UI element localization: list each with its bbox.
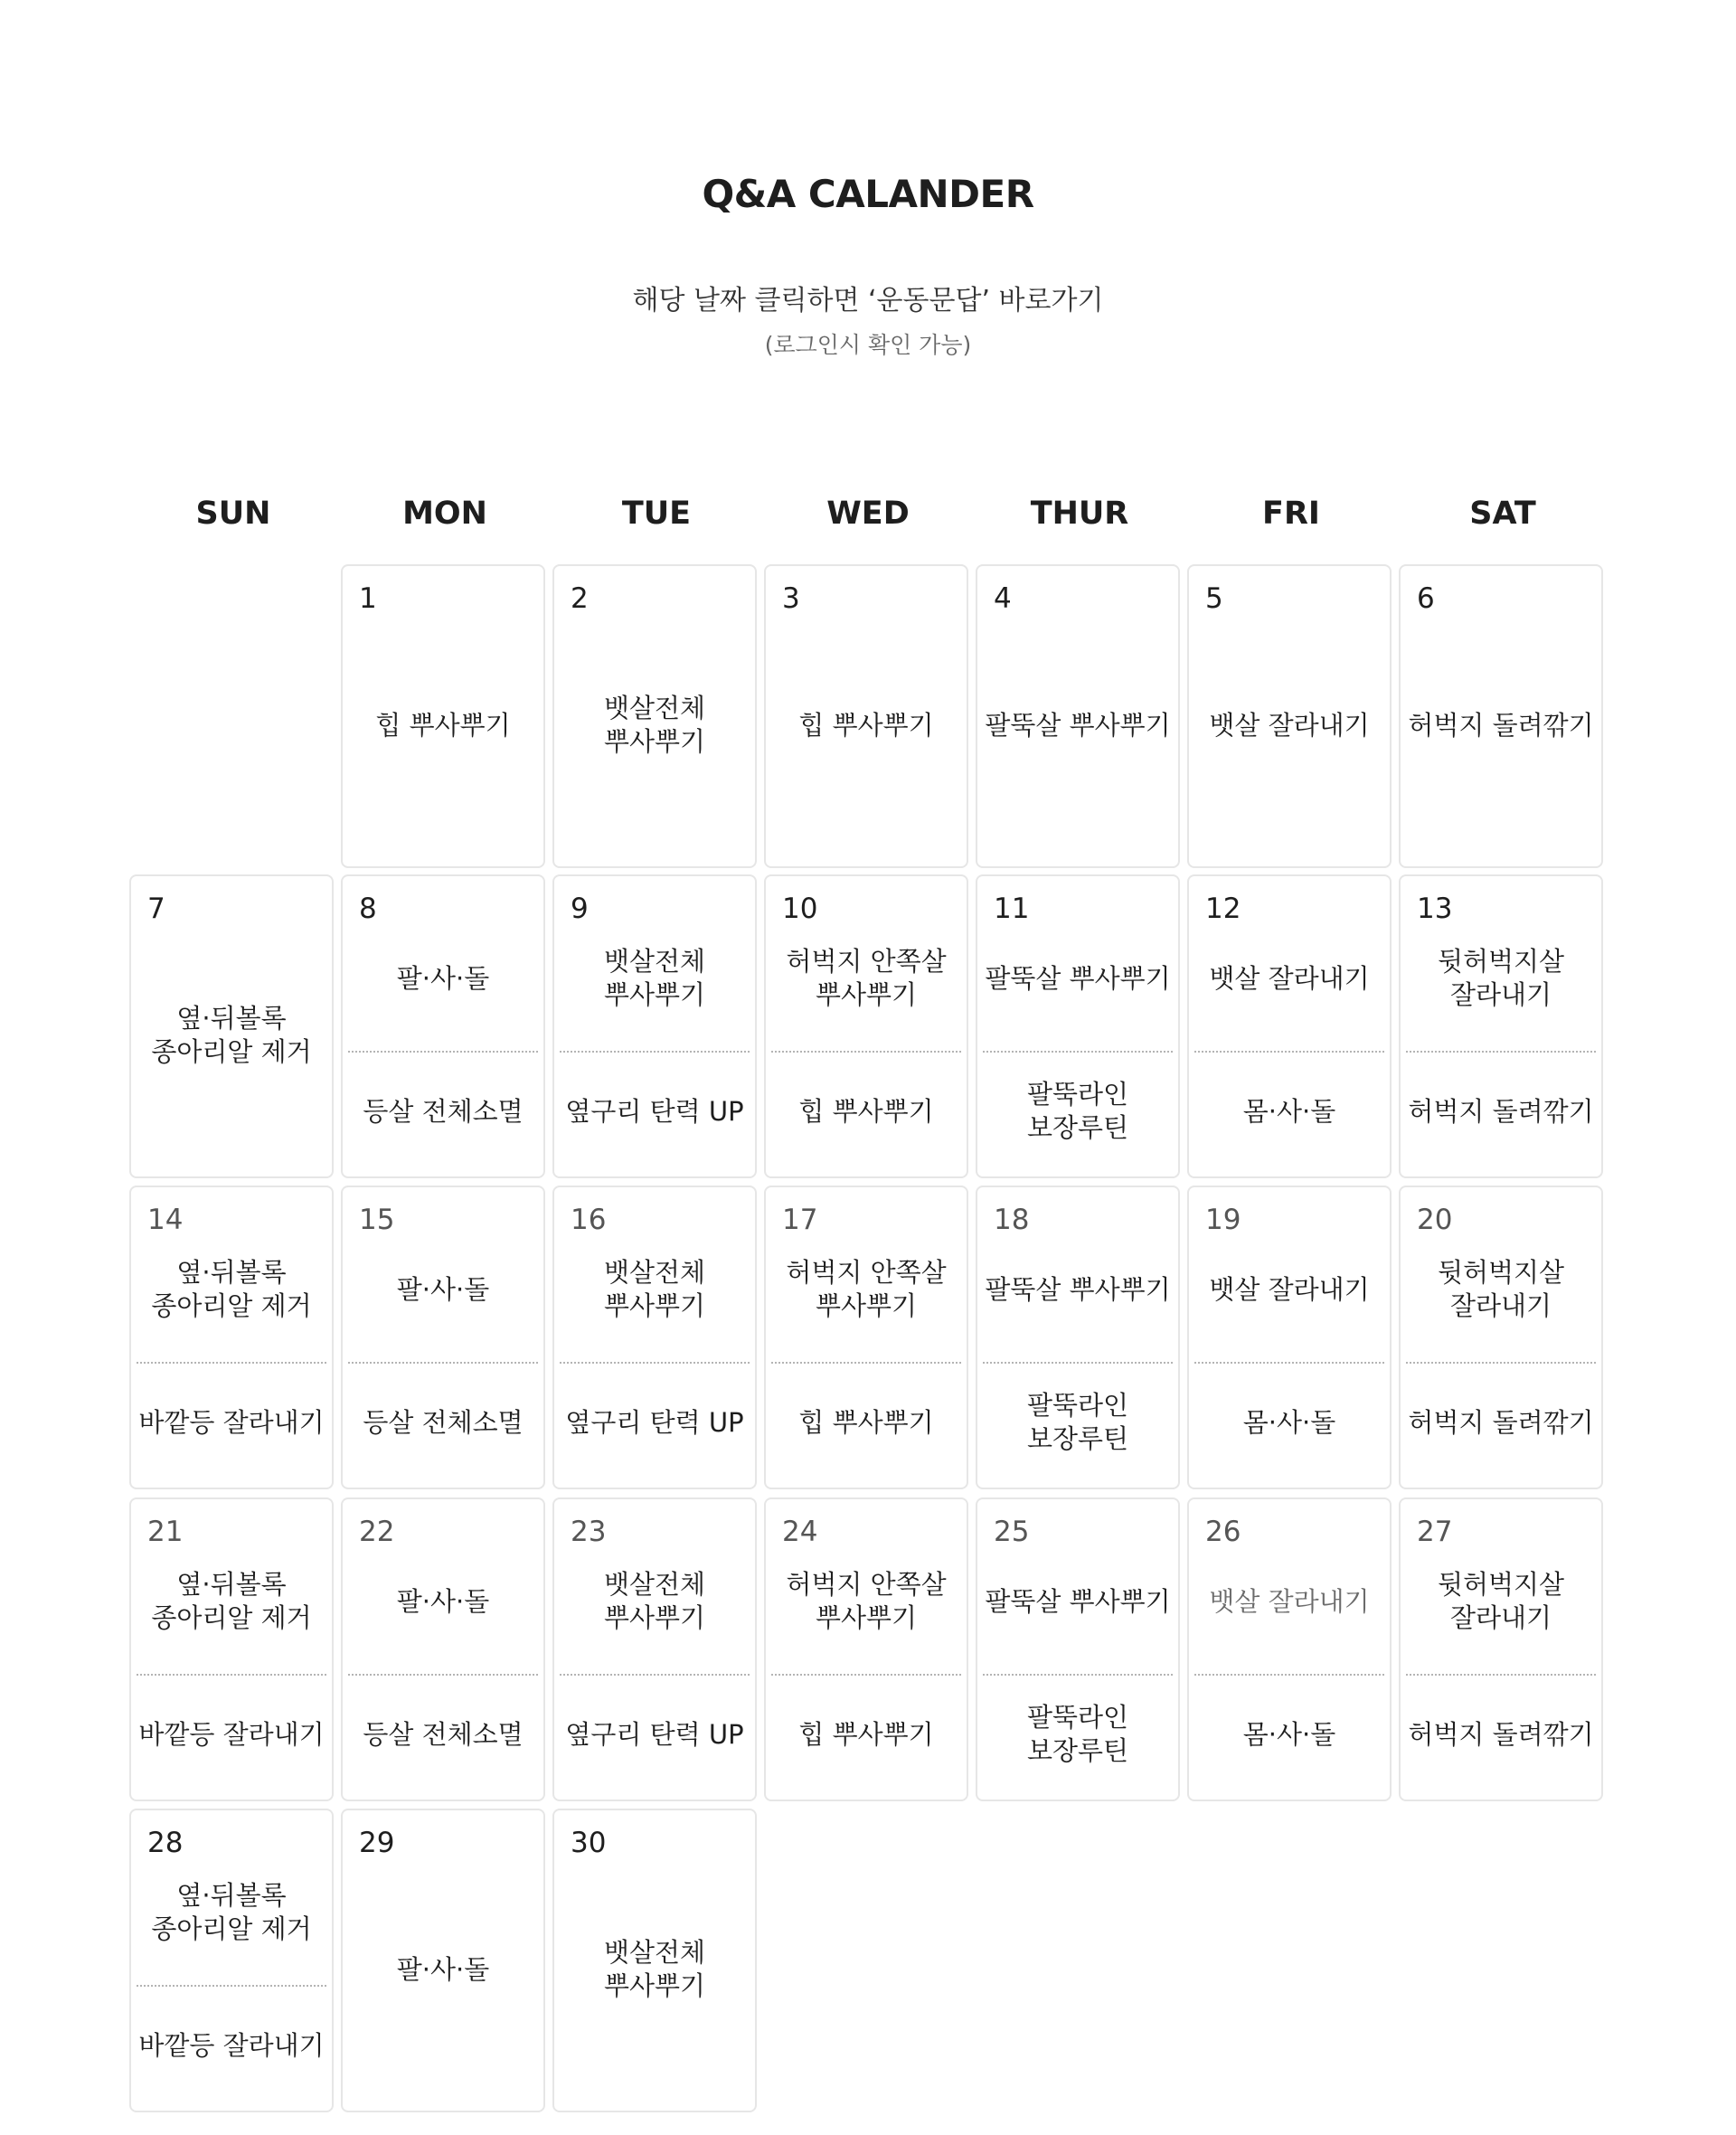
workout-item-top: 옆·뒤볼록 종아리알 제거 bbox=[151, 1880, 312, 1944]
workout-item-bottom: 바깥등 잘라내기 bbox=[138, 2029, 325, 2061]
day-number: 9 bbox=[571, 893, 589, 925]
day-cell-14[interactable] bbox=[129, 1186, 334, 1489]
workout-item-top: 뒷허벅지살 잘라내기 bbox=[1437, 1569, 1565, 1633]
day-number: 29 bbox=[359, 1827, 395, 1859]
day-number: 14 bbox=[147, 1204, 184, 1236]
day-cell-20[interactable] bbox=[1399, 1186, 1603, 1489]
day-number: 12 bbox=[1205, 893, 1241, 925]
workout-item-top: 팔·사·돌 bbox=[396, 1585, 490, 1617]
workout-item-top: 옆·뒤볼록 종아리알 제거 bbox=[151, 1569, 312, 1633]
day-number: 24 bbox=[782, 1516, 818, 1548]
workout-item: 뱃살 잘라내기 bbox=[1209, 709, 1370, 741]
day-cell-30[interactable] bbox=[552, 1809, 757, 2112]
day-cell-9[interactable] bbox=[552, 874, 757, 1178]
dotted-divider bbox=[983, 1674, 1173, 1676]
day-cell-6[interactable] bbox=[1399, 564, 1603, 868]
dotted-divider bbox=[771, 1051, 961, 1053]
day-cell-26[interactable] bbox=[1187, 1497, 1392, 1801]
workout-item-bottom: 허벅지 돌려깎기 bbox=[1408, 1718, 1594, 1750]
day-number: 18 bbox=[994, 1204, 1030, 1236]
day-cell-15[interactable] bbox=[341, 1186, 545, 1489]
day-cell-21[interactable] bbox=[129, 1497, 334, 1801]
workout-item: 뱃살전체 뿌사뿌기 bbox=[603, 693, 706, 757]
day-number: 11 bbox=[994, 893, 1030, 925]
day-cell-23[interactable] bbox=[552, 1497, 757, 1801]
workout-item: 옆·뒤볼록 종아리알 제거 bbox=[151, 1003, 312, 1067]
day-cell-27[interactable] bbox=[1399, 1497, 1603, 1801]
day-cell-28[interactable] bbox=[129, 1809, 334, 2112]
workout-item-bottom: 옆구리 탄력 UP bbox=[565, 1095, 744, 1127]
workout-item-top: 뒷허벅지살 잘라내기 bbox=[1437, 1257, 1565, 1321]
dotted-divider bbox=[771, 1362, 961, 1364]
day-cell-19[interactable] bbox=[1187, 1186, 1392, 1489]
day-cell-4[interactable] bbox=[976, 564, 1180, 868]
day-cell-29[interactable] bbox=[341, 1809, 545, 2112]
dotted-divider bbox=[560, 1362, 750, 1364]
day-number: 8 bbox=[359, 893, 377, 925]
day-cell-18[interactable] bbox=[976, 1186, 1180, 1489]
dotted-divider bbox=[1406, 1051, 1596, 1053]
workout-item-bottom: 힙 뿌사뿌기 bbox=[798, 1718, 934, 1750]
workout-item-top: 팔·사·돌 bbox=[396, 962, 490, 994]
day-cell-10[interactable] bbox=[764, 874, 968, 1178]
dotted-divider bbox=[983, 1051, 1173, 1053]
dotted-divider bbox=[1406, 1362, 1596, 1364]
day-cell-5[interactable] bbox=[1187, 564, 1392, 868]
day-cell-24[interactable] bbox=[764, 1497, 968, 1801]
day-number: 10 bbox=[782, 893, 818, 925]
workout-item: 힙 뿌사뿌기 bbox=[798, 709, 934, 741]
workout-item: 뱃살전체 뿌사뿌기 bbox=[603, 1937, 706, 2001]
dotted-divider bbox=[1194, 1051, 1384, 1053]
weekday-sat: SAT bbox=[1469, 496, 1536, 532]
dotted-divider bbox=[348, 1051, 538, 1053]
dotted-divider bbox=[983, 1362, 1173, 1364]
day-number: 20 bbox=[1417, 1204, 1453, 1236]
dotted-divider bbox=[1194, 1362, 1384, 1364]
workout-item-bottom: 몸·사·돌 bbox=[1242, 1406, 1336, 1438]
workout-item-top: 팔뚝살 뿌사뿌기 bbox=[985, 962, 1171, 994]
day-number: 5 bbox=[1205, 582, 1223, 615]
dotted-divider bbox=[137, 1985, 326, 1987]
weekday-thur: THUR bbox=[1030, 496, 1129, 532]
workout-item-top: 뒷허벅지살 잘라내기 bbox=[1437, 946, 1565, 1010]
day-cell-25[interactable] bbox=[976, 1497, 1180, 1801]
day-number: 13 bbox=[1417, 893, 1453, 925]
day-number: 15 bbox=[359, 1204, 395, 1236]
dotted-divider bbox=[560, 1674, 750, 1676]
day-number: 22 bbox=[359, 1516, 395, 1548]
day-cell-11[interactable] bbox=[976, 874, 1180, 1178]
day-number: 2 bbox=[571, 582, 589, 615]
dotted-divider bbox=[1406, 1674, 1596, 1676]
workout-item-top: 뱃살전체 뿌사뿌기 bbox=[603, 946, 706, 1010]
workout-item-bottom: 등살 전체소멸 bbox=[363, 1718, 524, 1750]
day-number: 16 bbox=[571, 1204, 607, 1236]
workout-item-top: 뱃살전체 뿌사뿌기 bbox=[603, 1569, 706, 1633]
workout-item-bottom: 몸·사·돌 bbox=[1242, 1095, 1336, 1127]
dotted-divider bbox=[137, 1362, 326, 1364]
day-cell-12[interactable] bbox=[1187, 874, 1392, 1178]
workout-item: 팔·사·돌 bbox=[396, 1953, 490, 1985]
day-cell-8[interactable] bbox=[341, 874, 545, 1178]
day-number: 7 bbox=[147, 893, 165, 925]
day-number: 30 bbox=[571, 1827, 607, 1859]
workout-item-bottom: 팔뚝라인 보장루틴 bbox=[1026, 1390, 1129, 1454]
day-number: 4 bbox=[994, 582, 1012, 615]
workout-item-bottom: 옆구리 탄력 UP bbox=[565, 1718, 744, 1750]
workout-item-bottom: 힙 뿌사뿌기 bbox=[798, 1095, 934, 1127]
workout-item-bottom: 허벅지 돌려깎기 bbox=[1408, 1095, 1594, 1127]
page-title: Q&A CALANDER bbox=[702, 172, 1034, 216]
day-cell-2[interactable] bbox=[552, 564, 757, 868]
day-cell-1[interactable] bbox=[341, 564, 545, 868]
workout-item-top: 팔뚝살 뿌사뿌기 bbox=[985, 1585, 1171, 1617]
day-number: 25 bbox=[994, 1516, 1030, 1548]
workout-item-bottom: 허벅지 돌려깎기 bbox=[1408, 1406, 1594, 1438]
workout-item-top: 허벅지 안쪽살 뿌사뿌기 bbox=[786, 1569, 947, 1633]
workout-item: 허벅지 돌려깎기 bbox=[1408, 709, 1594, 741]
workout-item-bottom: 몸·사·돌 bbox=[1242, 1718, 1336, 1750]
workout-item-bottom: 팔뚝라인 보장루틴 bbox=[1026, 1702, 1129, 1766]
workout-item-top: 옆·뒤볼록 종아리알 제거 bbox=[151, 1257, 312, 1321]
weekday-tue: TUE bbox=[621, 496, 692, 532]
page-subtitle: 해당 날짜 클릭하면 ‘운동문답’ 바로가기 bbox=[632, 285, 1104, 316]
workout-item-top: 팔·사·돌 bbox=[396, 1273, 490, 1305]
weekday-mon: MON bbox=[402, 496, 487, 532]
workout-item-top: 허벅지 안쪽살 뿌사뿌기 bbox=[786, 946, 947, 1010]
day-number: 28 bbox=[147, 1827, 184, 1859]
workout-item-bottom: 바깥등 잘라내기 bbox=[138, 1718, 325, 1750]
day-number: 17 bbox=[782, 1204, 818, 1236]
day-cell-17[interactable] bbox=[764, 1186, 968, 1489]
workout-item-top: 뱃살 잘라내기 bbox=[1209, 1585, 1370, 1617]
dotted-divider bbox=[348, 1362, 538, 1364]
dotted-divider bbox=[137, 1674, 326, 1676]
dotted-divider bbox=[560, 1051, 750, 1053]
workout-item-bottom: 팔뚝라인 보장루틴 bbox=[1026, 1079, 1129, 1143]
day-cell-16[interactable] bbox=[552, 1186, 757, 1489]
workout-item: 팔뚝살 뿌사뿌기 bbox=[985, 709, 1171, 741]
day-number: 23 bbox=[571, 1516, 607, 1548]
day-cell-7[interactable] bbox=[129, 874, 334, 1178]
login-note: (로그인시 확인 가능) bbox=[764, 332, 972, 358]
workout-item-bottom: 등살 전체소멸 bbox=[363, 1095, 524, 1127]
day-number: 6 bbox=[1417, 582, 1435, 615]
day-number: 26 bbox=[1205, 1516, 1241, 1548]
weekday-fri: FRI bbox=[1262, 496, 1320, 532]
workout-item-top: 팔뚝살 뿌사뿌기 bbox=[985, 1273, 1171, 1305]
day-cell-13[interactable] bbox=[1399, 874, 1603, 1178]
day-cell-3[interactable] bbox=[764, 564, 968, 868]
day-number: 19 bbox=[1205, 1204, 1241, 1236]
workout-item-bottom: 등살 전체소멸 bbox=[363, 1406, 524, 1438]
workout-item-top: 뱃살 잘라내기 bbox=[1209, 1273, 1370, 1305]
workout-item: 힙 뿌사뿌기 bbox=[375, 709, 511, 741]
weekday-sun: SUN bbox=[195, 496, 271, 532]
dotted-divider bbox=[1194, 1674, 1384, 1676]
workout-item-top: 뱃살전체 뿌사뿌기 bbox=[603, 1257, 706, 1321]
workout-item-bottom: 바깥등 잘라내기 bbox=[138, 1406, 325, 1438]
workout-item-bottom: 옆구리 탄력 UP bbox=[565, 1406, 744, 1438]
dotted-divider bbox=[348, 1674, 538, 1676]
day-number: 3 bbox=[782, 582, 800, 615]
workout-item-top: 뱃살 잘라내기 bbox=[1209, 962, 1370, 994]
dotted-divider bbox=[771, 1674, 961, 1676]
day-number: 21 bbox=[147, 1516, 184, 1548]
workout-item-bottom: 힙 뿌사뿌기 bbox=[798, 1406, 934, 1438]
day-number: 27 bbox=[1417, 1516, 1453, 1548]
day-cell-22[interactable] bbox=[341, 1497, 545, 1801]
weekday-wed: WED bbox=[826, 496, 910, 532]
workout-item-top: 허벅지 안쪽살 뿌사뿌기 bbox=[786, 1257, 947, 1321]
day-number: 1 bbox=[359, 582, 377, 615]
